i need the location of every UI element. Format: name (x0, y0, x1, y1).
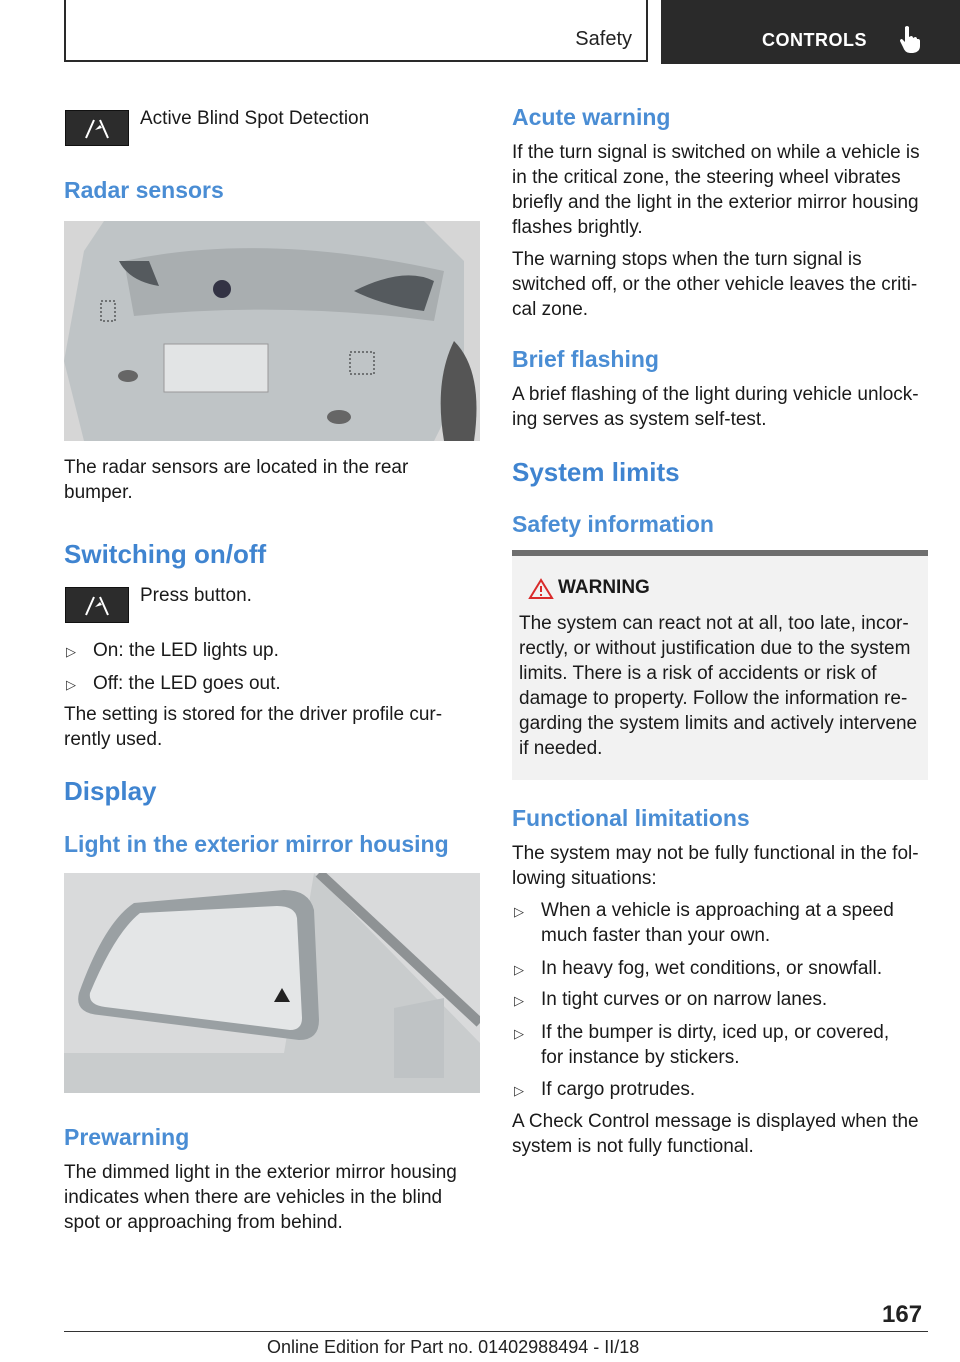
bullet-icon: ▷ (514, 993, 524, 1008)
footer-divider (64, 1331, 928, 1332)
warning-text: The system can react not at all, too late, incor-rectly, or without justification due to the system limits. There is a risk of accidents or risk of damage to property. Follow the information re-garding the system limits and actively intervene if needed. (519, 613, 918, 759)
rear-bumper-photo (64, 221, 480, 441)
acute-text-2: The warning stops when the turn signal is switched off, or the other vehicle leaves the criti-cal zone. (512, 249, 918, 320)
limits-list-item: In heavy fog, wet conditions, or snowfall. (541, 958, 883, 979)
header-section-title: Safety (575, 28, 632, 50)
bullet-icon: ▷ (66, 677, 76, 692)
prewarning-text: The dimmed light in the exterior mirror housing indicates when there are vehicles in the blind spot or approaching from behind. (64, 1162, 457, 1233)
limits-list-item: If the bumper is dirty, iced up, or covered, for instance by stickers. (541, 1022, 890, 1068)
light-heading: Light in the exterior mirror housing (64, 831, 449, 857)
bullet-icon: ▷ (514, 962, 524, 977)
display-heading: Display (64, 776, 157, 806)
mirror-photo (64, 873, 480, 1093)
functional-text: The system may not be fully functional in the fol-lowing situations: (512, 843, 919, 889)
acute-text-1: If the turn signal is switched on while a vehicle is in the critical zone, the steering wheel vibrates briefly and the light in the exterior mirror housing flashes brightly. (512, 142, 920, 238)
radar-sensors-heading: Radar sensors (64, 177, 224, 203)
button-caption: Active Blind Spot Detection (140, 108, 370, 129)
page-number: 167 (882, 1301, 923, 1328)
blind-spot-button-icon (65, 110, 129, 146)
press-button-text: Press button. (140, 585, 252, 606)
check-control-text: A Check Control message is displayed when the system is not fully functional. (512, 1111, 919, 1157)
bullet-icon: ▷ (514, 1083, 524, 1098)
bullet-icon: ▷ (66, 644, 76, 659)
switching-heading: Switching on/off (64, 539, 267, 569)
pointing-hand-icon (899, 25, 921, 53)
limits-list-item: In tight curves or on narrow lanes. (541, 989, 828, 1010)
footer-edition: Online Edition for Part no. 01402988494 - II/18 (267, 1337, 640, 1357)
prewarning-heading: Prewarning (64, 1124, 190, 1150)
warning-label: WARNING (558, 577, 650, 598)
limits-list-item: When a vehicle is approaching at a speed much faster than your own. (541, 900, 894, 946)
blind-spot-button-icon (65, 587, 129, 623)
functional-heading: Functional limitations (512, 805, 750, 831)
brief-heading: Brief flashing (512, 346, 659, 372)
header-section-box (64, 0, 648, 62)
limits-list-item: If cargo protrudes. (541, 1079, 696, 1100)
radar-text: The radar sensors are located in the rear bumper. (64, 457, 409, 503)
header-chapter-tab[interactable] (661, 0, 960, 64)
list-item: On: the LED lights up. (93, 640, 279, 661)
list-item: Off: the LED goes out. (93, 673, 281, 694)
setting-text: The setting is stored for the driver profile cur-rently used. (64, 704, 443, 750)
warning-box (512, 550, 928, 780)
warning-triangle-icon (528, 578, 554, 600)
acute-heading: Acute warning (512, 104, 671, 130)
bullet-icon: ▷ (514, 1026, 524, 1041)
safety-heading: Safety information (512, 511, 714, 537)
header-chapter-title: CONTROLS (762, 30, 867, 50)
limits-heading: System limits (512, 457, 680, 487)
brief-text: A brief flashing of the light during vehicle unlock-ing serves as system self-test. (512, 384, 919, 430)
bullet-icon: ▷ (514, 904, 524, 919)
